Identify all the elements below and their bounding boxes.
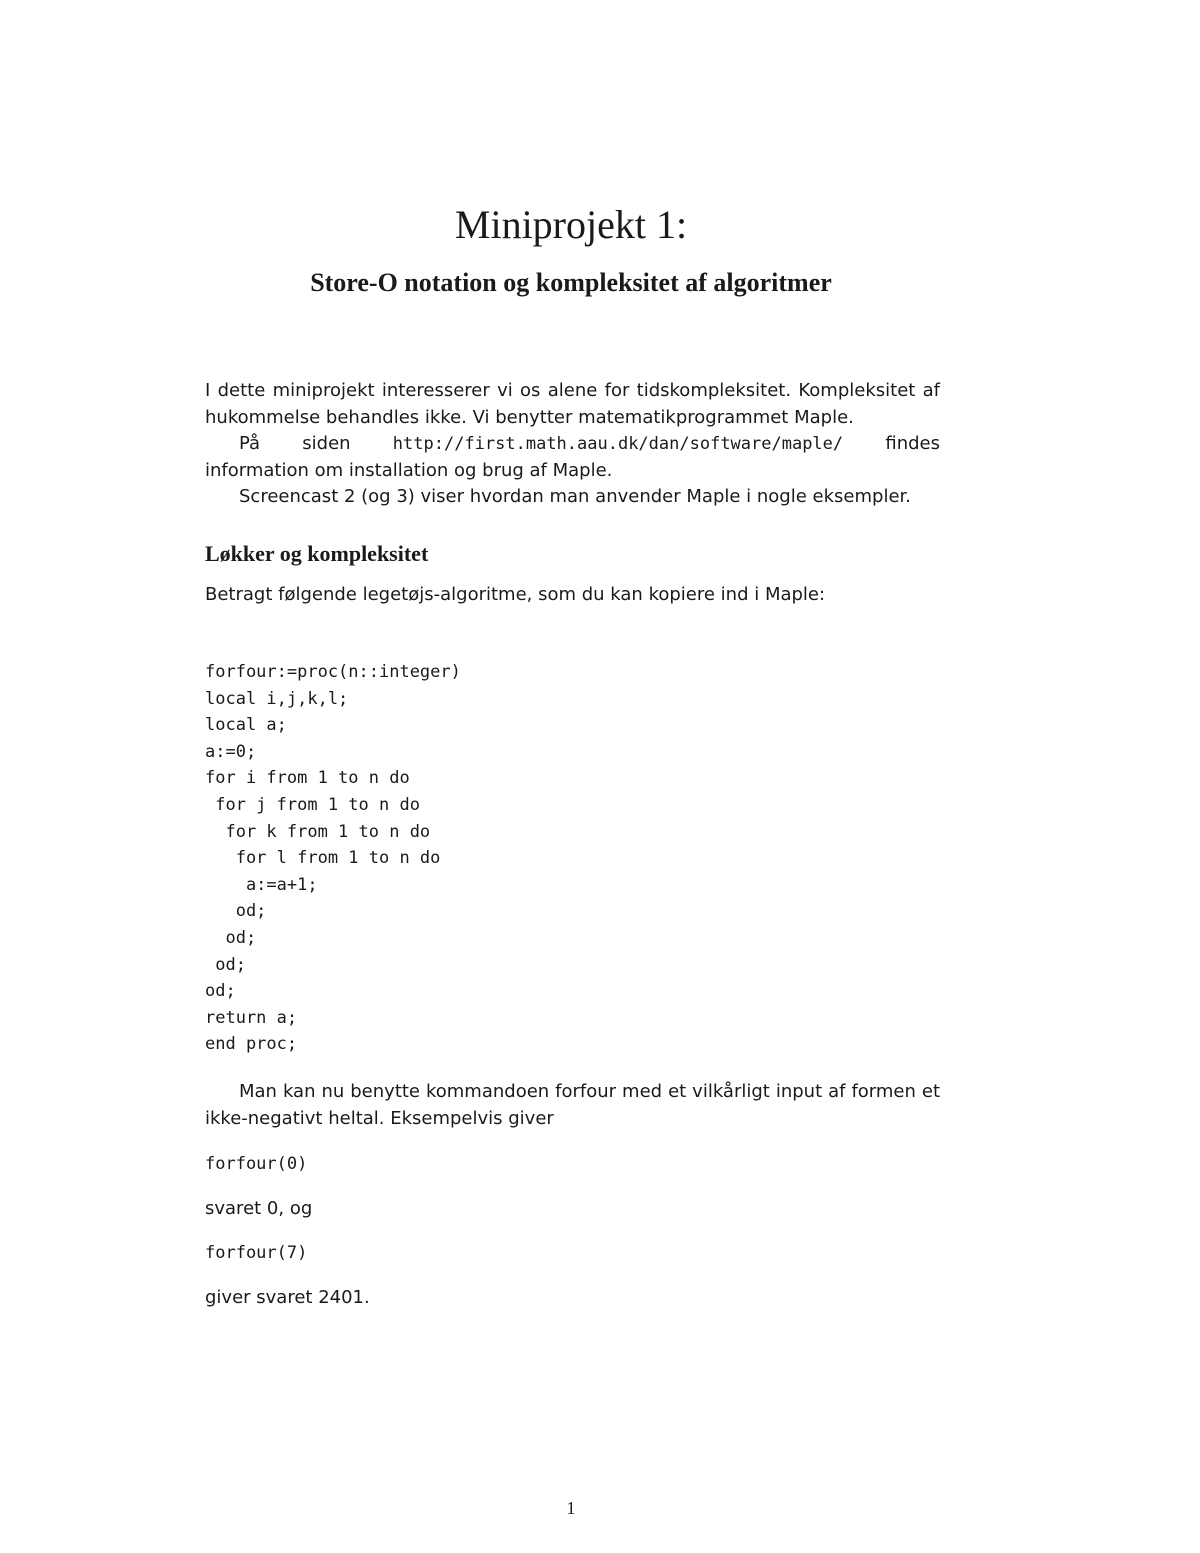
intro-paragraph-1: I dette miniprojekt interesserer vi os alene for tidskompleksitet. Kompleksitet af hukommelse behandles ikke. Vi benytter matematikprogrammet Maple. — [205, 380, 940, 428]
example-1-code: forfour(0) — [205, 1154, 308, 1174]
code-line: a:=0; — [205, 741, 257, 762]
intro-paragraph-3: Screencast 2 (og 3) viser hvordan man anvender Maple i nogle eksempler. — [239, 486, 911, 507]
intro-p2-after-url: findes information om installation og brug af Maple. — [205, 433, 940, 481]
example-2-code: forfour(7) — [205, 1243, 308, 1263]
code-line: for k from 1 to n do — [205, 821, 431, 842]
code-line: for i from 1 to n do — [205, 768, 410, 789]
code-line: local a; — [205, 715, 287, 736]
intro-p2-before-url: På siden — [239, 433, 393, 454]
example-1-result: svaret 0, og — [205, 1198, 313, 1219]
document-subtitle: Store-O notation og kompleksitet af algoritmer — [310, 268, 832, 297]
page-number: 1 — [566, 1498, 576, 1518]
code-line: od; — [205, 901, 267, 922]
example-2-result: giver svaret 2401. — [205, 1287, 370, 1308]
code-line: end proc; — [205, 1034, 298, 1055]
maple-url-link[interactable]: http://first.math.aau.dk/dan/software/maple/ — [392, 434, 844, 454]
code-line: od; — [205, 927, 257, 948]
code-line: local i,j,k,l; — [205, 688, 349, 709]
code-line: od; — [205, 954, 246, 975]
code-line: for l from 1 to n do — [205, 848, 441, 869]
document-title: Miniprojekt 1: — [454, 202, 688, 247]
section-lead: Betragt følgende legetøjs-algoritme, som du kan kopiere ind i Maple: — [205, 584, 826, 605]
code-line: a:=a+1; — [205, 874, 318, 895]
code-line: return a; — [205, 1007, 298, 1028]
section-heading: Løkker og kompleksitet — [205, 541, 429, 566]
code-line: for j from 1 to n do — [205, 794, 420, 815]
code-line: od; — [205, 981, 236, 1002]
after-code-paragraph: Man kan nu benytte kommandoen forfour med et vilkårligt input af formen et ikke-negativt heltal. Eksempelvis giver — [205, 1081, 940, 1129]
intro-paragraph-2 — [205, 431, 940, 484]
code-block — [205, 659, 461, 1058]
code-line: forfour:=proc(n::integer) — [205, 662, 461, 682]
